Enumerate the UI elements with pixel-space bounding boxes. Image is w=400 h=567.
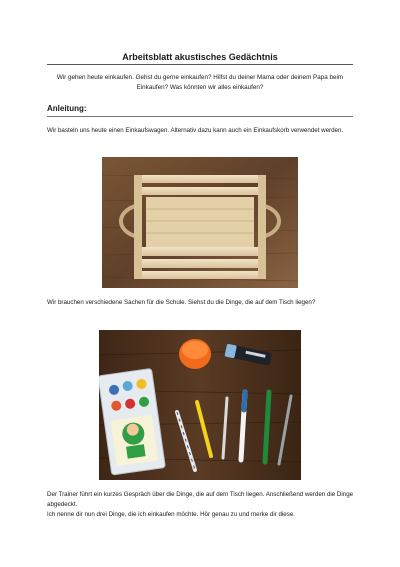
instruction-line-2: Ich nenne dir nun drei Dinge, die ich einkaufen möchte. Hör genau zu und merke dir diese. bbox=[47, 511, 295, 518]
paragraph-shopping-cart: Wir basteln uns heute einen Einkaufswagen. Alternativ dazu kann auch ein Einkaufskorb verwendet werden. bbox=[47, 127, 344, 134]
instruction-line-1: Der Trainer führt ein kurzes Gespräch über die Dinge, die auf dem Tisch liegen. Anschließend werden die Dinge abgedeckt. bbox=[47, 491, 354, 508]
intro-text: Wir gehen heute einkaufen. Gehst du gerne einkaufen? Hilfst du deiner Mama oder deinem Papa beim Einkaufen? Was könnten wir alles einkaufen? bbox=[56, 74, 344, 91]
page-title: Arbeitsblatt akustisches Gedächtnis bbox=[122, 52, 278, 62]
section-divider bbox=[47, 116, 353, 117]
school-items-photo bbox=[99, 330, 301, 480]
paragraph-school-items: Wir brauchen verschiedene Sachen für die Schule. Siehst du die Dinge, die auf dem Tisch liegen? bbox=[47, 299, 316, 306]
crate-photo bbox=[102, 157, 298, 288]
title-divider bbox=[47, 64, 353, 65]
section-heading: Anleitung: bbox=[47, 104, 87, 113]
paragraph-instructions bbox=[47, 490, 357, 520]
